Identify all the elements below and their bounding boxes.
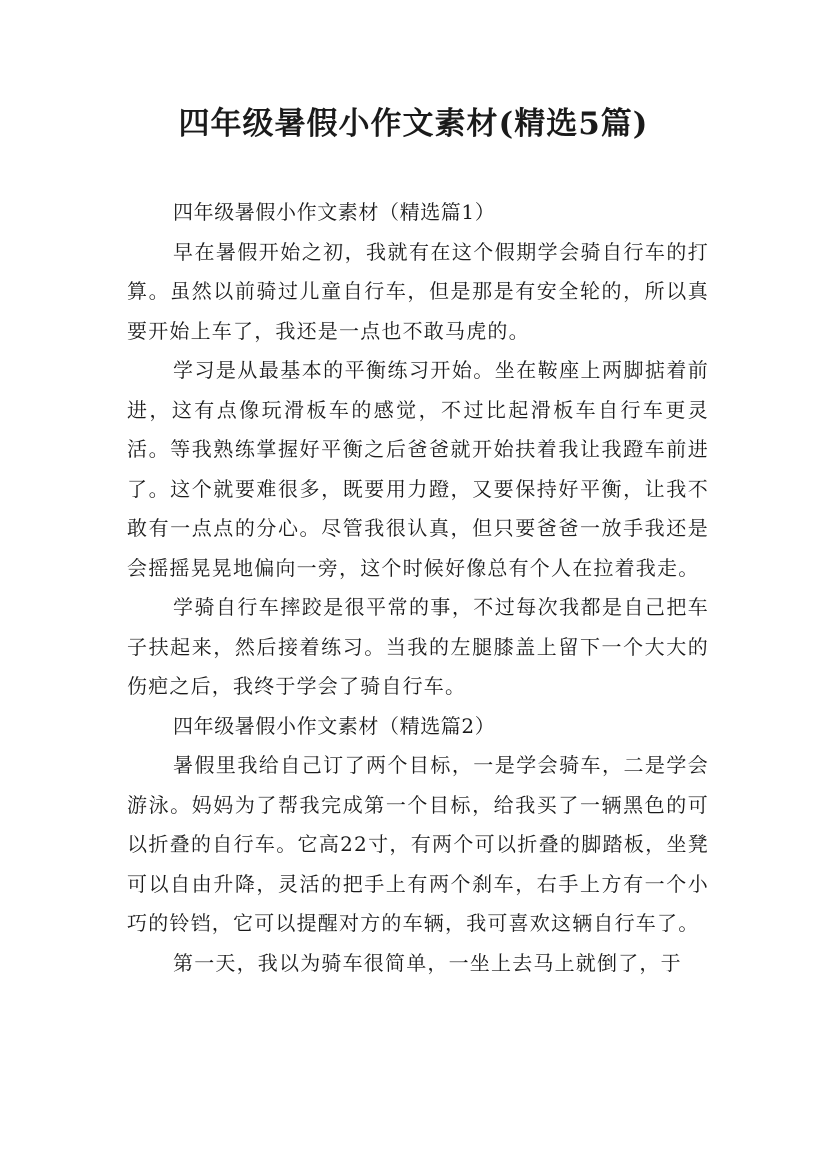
document-body [127, 193, 709, 983]
section-heading-2: 四年级暑假小作文素材（精选篇2） [173, 713, 496, 738]
section-heading-1: 四年级暑假小作文素材（精选篇1） [173, 200, 496, 224]
paragraph: 第一天，我以为骑车很简单，一坐上去马上就倒了，于 [173, 950, 682, 975]
paragraph: 学习是从最基本的平衡练习开始。坐在鞍座上两脚掂着前进，这有点像玩滑板车的感觉，不过比起滑板车自行车更灵活。等我熟练掌握好平衡之后爸爸就开始扶着我让我蹬车前进了。这个就要难很多，既要用力蹬，又要保持好平衡，让我不敢有一点点的分心。尽管我很认真，但只要爸爸一放手我还是会摇摇晃晃地偏向一旁，这个时候好像总有个人在拉着我走。 [127, 358, 709, 580]
paragraph: 暑假里我给自己订了两个目标，一是学会骑车，二是学会游泳。妈妈为了帮我完成第一个目标，给我买了一辆黑色的可以折叠的自行车。它高22寸，有两个可以折叠的脚踏板，坐凳可以自由升降，灵活的把手上有两个刹车，右手上方有一个小巧的铃铛，它可以提醒对方的车辆，我可喜欢这辆自行车了。 [127, 753, 709, 935]
paragraph: 早在暑假开始之初，我就有在这个假期学会骑自行车的打算。虽然以前骑过儿童自行车，但是那是有安全轮的，所以真要开始上车了，我还是一点也不敢马虎的。 [127, 239, 709, 343]
paragraph: 学骑自行车摔跤是很平常的事，不过每次我都是自己把车子扶起来，然后接着练习。当我的左腿膝盖上留下一个大大的伤疤之后，我终于学会了骑自行车。 [127, 595, 709, 698]
document-title: 四年级暑假小作文素材(精选5篇) [178, 106, 649, 142]
